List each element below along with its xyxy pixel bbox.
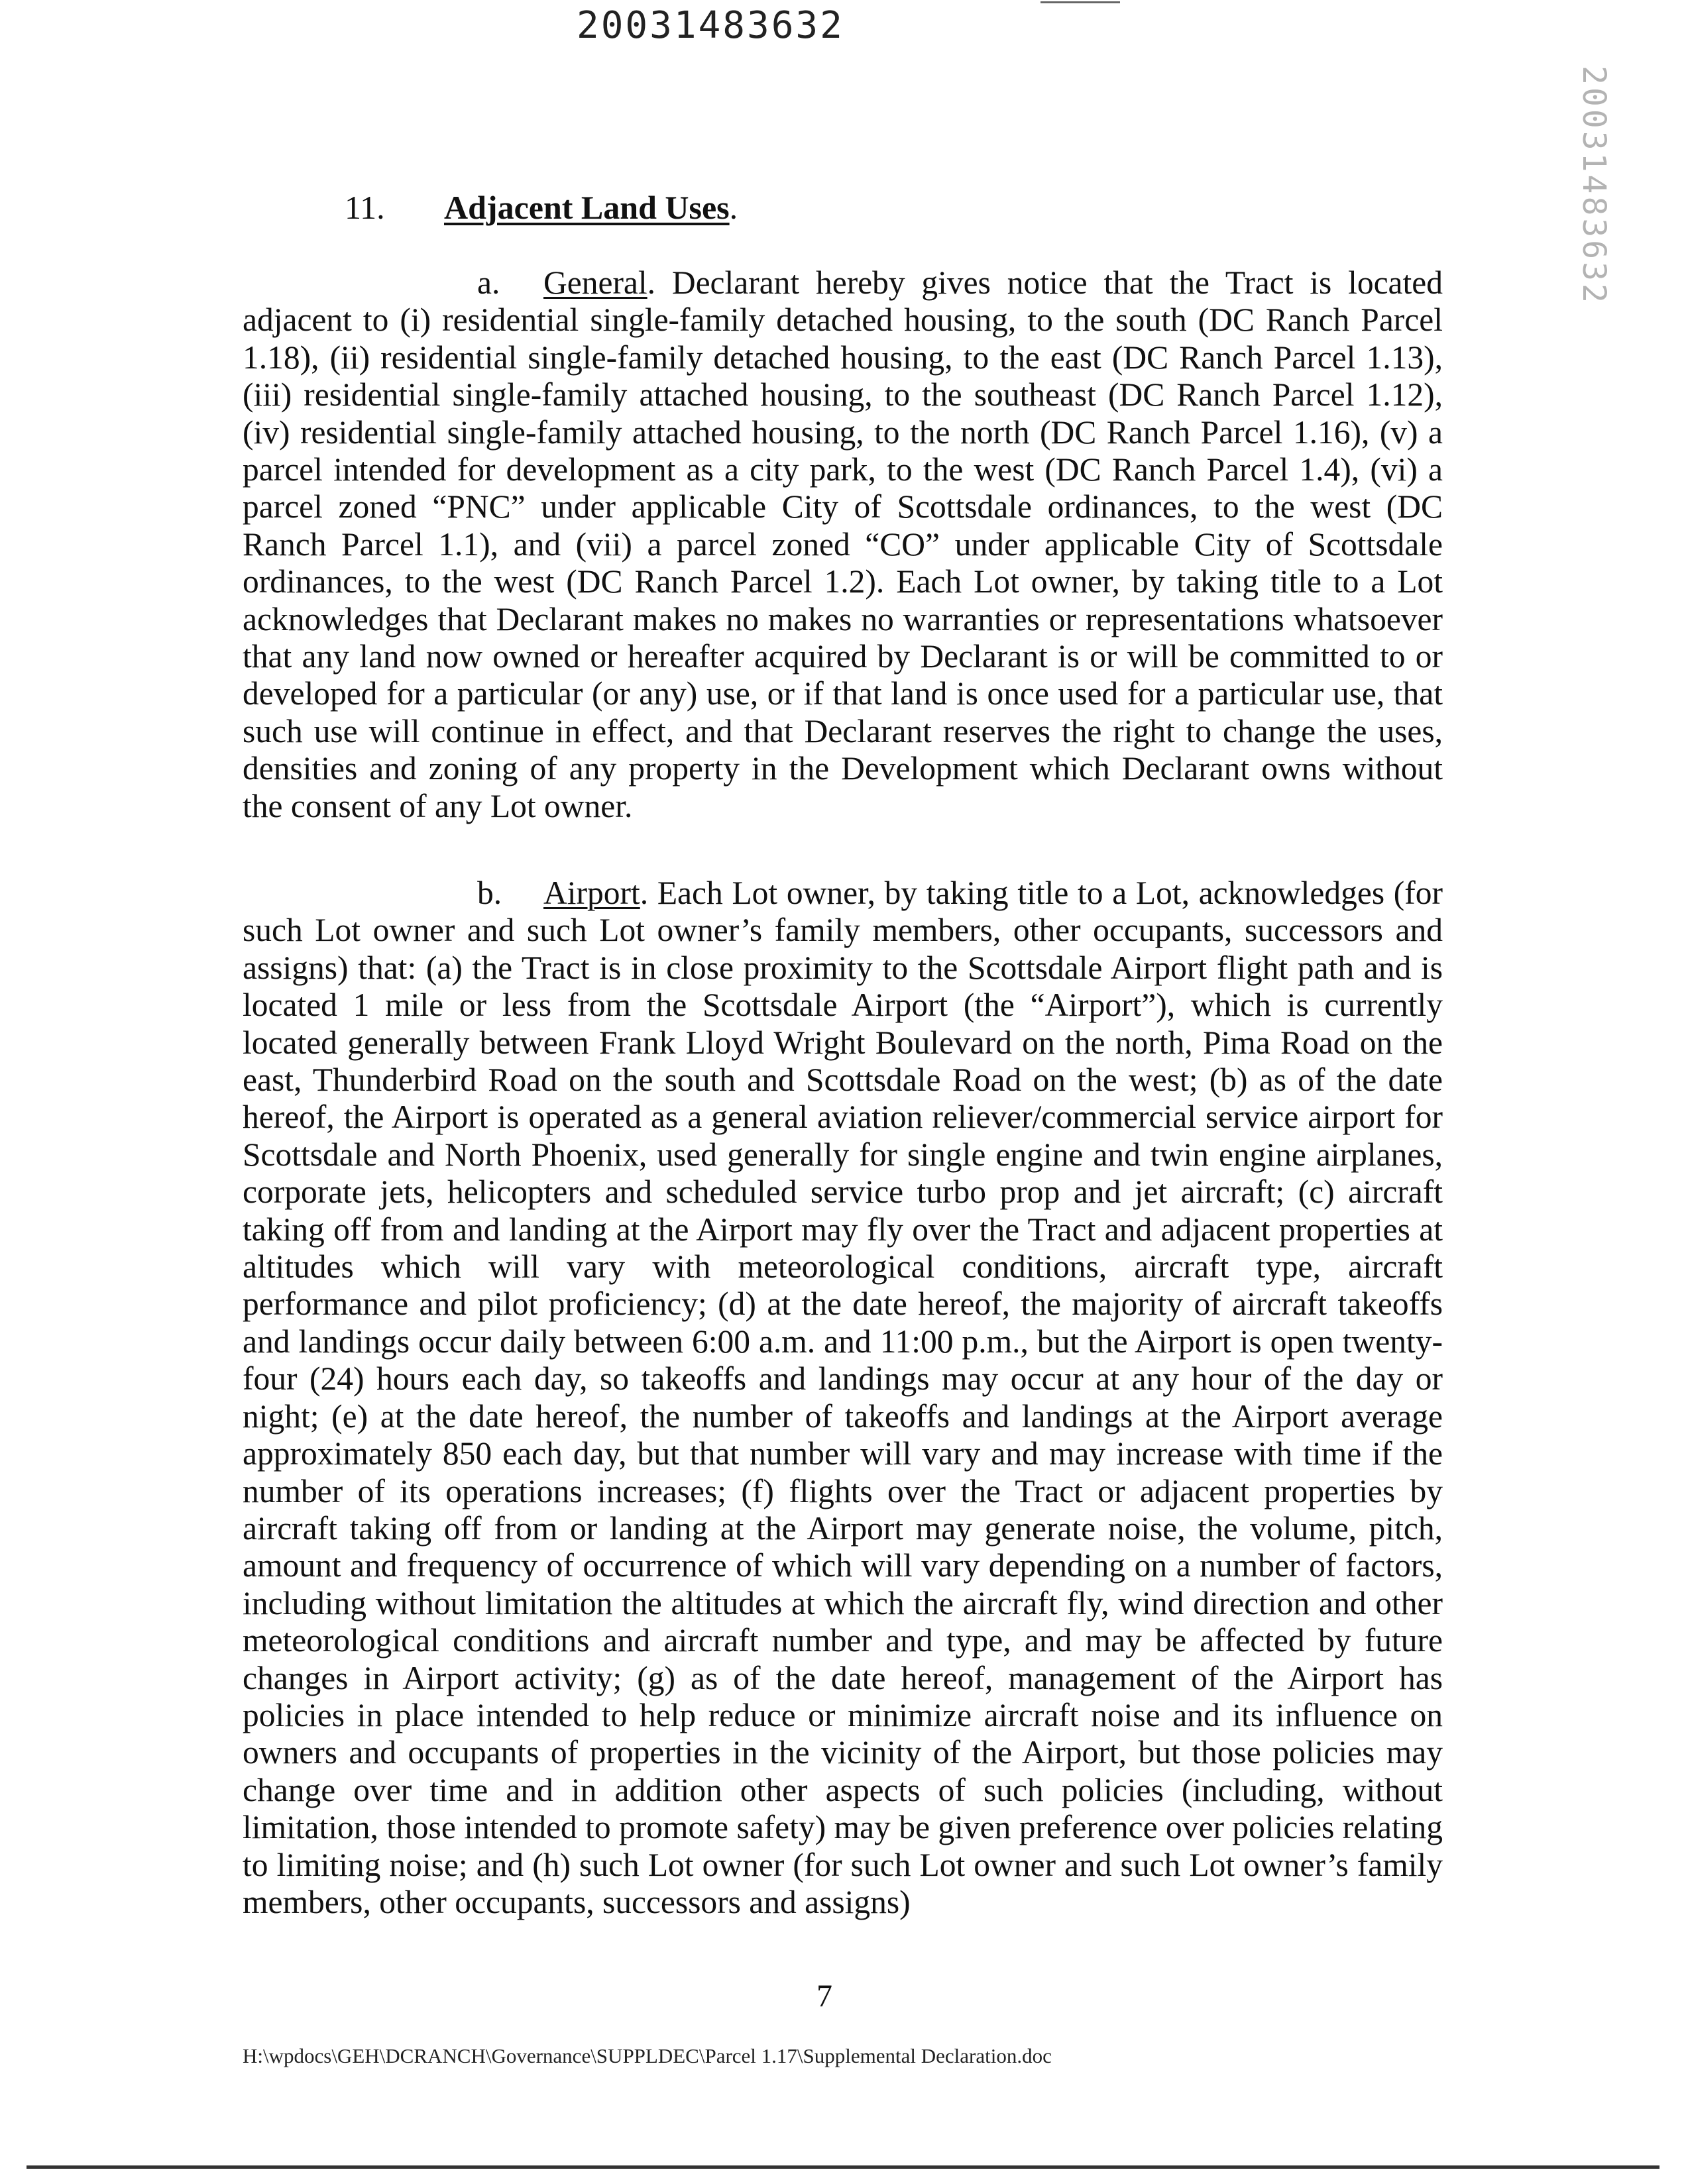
section-heading [345, 188, 738, 227]
section-title-period: . [729, 189, 738, 226]
file-path: H:\wpdocs\GEH\DCRANCH\Governance\SUPPLDEC\Parcel 1.17\Supplemental Declaration.doc [243, 2044, 1052, 2067]
section-title: Adjacent Land Uses [444, 189, 730, 226]
scan-mark [1040, 1, 1120, 3]
paragraph-marker: a. [477, 264, 500, 301]
page-number: 7 [816, 1979, 832, 2014]
paragraph-body: . Declarant hereby gives notice that the Tract is located adjacent to (i) residential single-family detached housing, to the south (DC Ranch Parcel 1.18), (ii) residential single-family detached housing, to the east (DC Ranch Parcel 1.13), (iii) residential single-family attached housing, to the southeast (DC Ranch Parcel 1.12), (iv) residential single-family attached housing, to the north (DC Ranch Parcel 1.16), (v) a parcel intended for development as a city park, to the west (DC Ranch Parcel 1.4), (vi) a parcel zoned “PNC” under applicable City of Scottsdale ordinances, to the west (DC Ranch Parcel 1.1), and (vii) a parcel zoned “CO” under applicable City of Scottsdale ordinances, to the west (DC Ranch Parcel 1.2). Each Lot owner, by taking title to a Lot acknowledges that Declarant makes no makes no warranties or representations whatsoever that any land now owned or hereafter acquired by Declarant is or will be committed to or developed for a particular (or any) use, or if that land is once used for a particular use, that such use will continue in effect, and that Declarant reserves the right to change the uses, densities and zoning of any property in the Development which Declarant owns without the consent of any Lot owner. [243, 264, 1443, 824]
bottom-rule [27, 2165, 1659, 2169]
paragraph-general [243, 264, 1443, 825]
side-stamp [1571, 66, 1617, 305]
section-number: 11. [345, 189, 385, 226]
paragraph-subheading: Airport [543, 875, 640, 911]
side-stamp-text: 20031483632 [1575, 66, 1613, 305]
paragraph-body: . Each Lot owner, by taking title to a Lot, acknowledges (for such Lot owner and such Lot owner’s family members, other occupants, successors and assigns) that: (a) the Tract is in close proximity to the Scottsdale Airport flight path and is located 1 mile or less from the Scottsdale Airport (the “Airport”), which is currently located generally between Frank Lloyd Wright Boulevard on the north, Pima Road on the east, Thunderbird Road on the south and Scottsdale Road on the west; (b) as of the date hereof, the Airport is operated as a general aviation reliever/commercial service airport for Scottsdale and North Phoenix, used generally for single engine and twin engine airplanes, corporate jets, helicopters and scheduled service turbo prop and jet aircraft; (c) aircraft taking off from and landing at the Airport may fly over the Tract and adjacent properties at altitudes which will vary with meteorological conditions, aircraft type, aircraft performance and pilot proficiency; (d) at the date hereof, the majority of aircraft takeoffs and landings occur daily between 6:00 a.m. and 11:00 p.m., but the Airport is open twenty-four (24) hours each day, so takeoffs and landings may occur at any hour of the day or night; (e) at the date hereof, the number of takeoffs and landings at the Airport average approximately 850 each day, but that number will vary and may increase with time if the number of its operations increases; (f) flights over the Tract or adjacent properties by aircraft taking off from or landing at the Airport may generate noise, the volume, pitch, amount and frequency of occurrence of which will vary depending on a number of factors, including without limitation the altitudes at which the aircraft fly, wind direction and other meteorological conditions and aircraft number and type, and may be affected by future changes in Airport activity; (g) as of the date hereof, management of the Airport has policies in place intended to help reduce or minimize aircraft noise and its influence on owners and occupants of properties in the vicinity of the Airport, but those policies may change over time and in addition other aspects of such policies (including, without limitation, those intended to promote safety) may be given preference over policies relating to limiting noise; and (h) such Lot owner (for such Lot owner and such Lot owner’s family members, other occupants, successors and assigns) [243, 875, 1443, 1920]
paragraph-marker: b. [477, 875, 502, 911]
paragraph-subheading: General [543, 264, 647, 301]
document-number: 20031483632 [577, 4, 844, 47]
paragraph-airport [243, 875, 1443, 1921]
